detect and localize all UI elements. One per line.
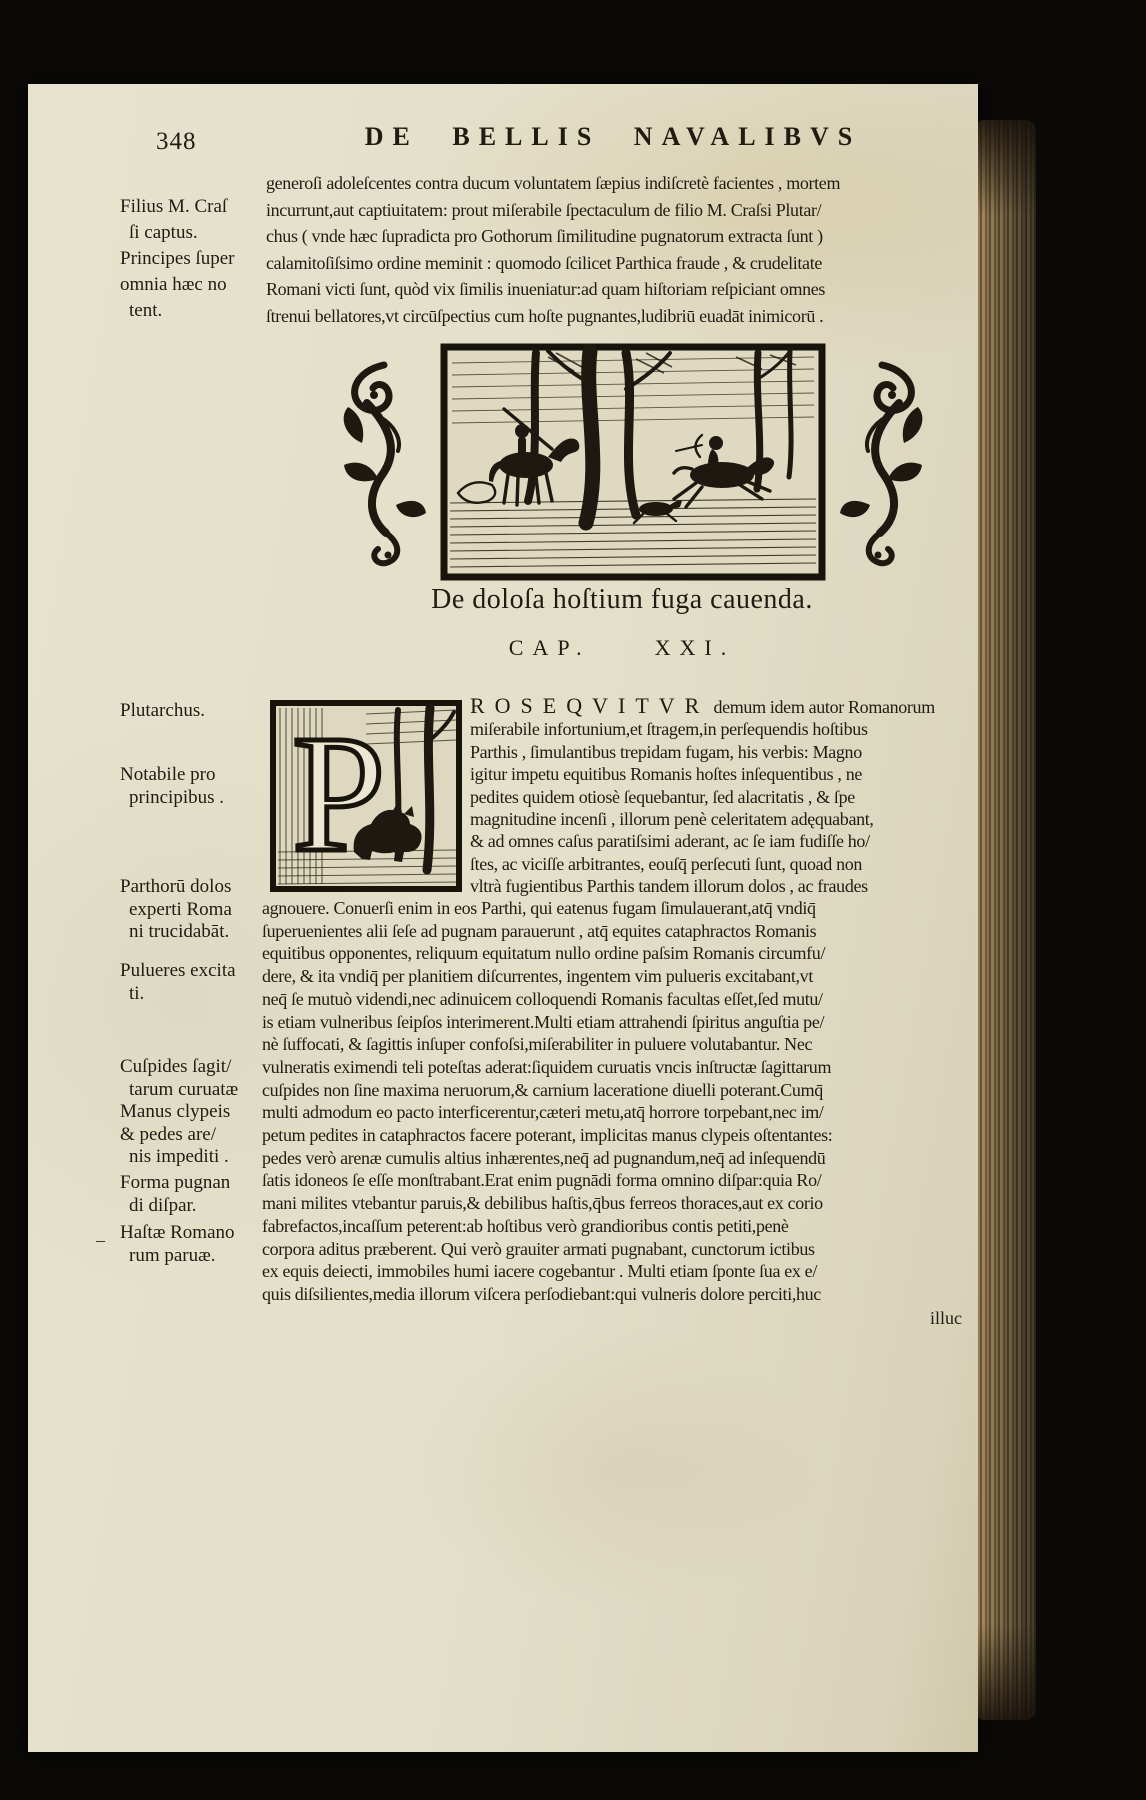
margin-note-notabile <box>120 764 270 809</box>
drop-cap-letter: P <box>292 701 386 887</box>
body-paragraph-full <box>262 897 1002 1306</box>
text-line: pedites quidem otiosè ſequebantur, ſed alacritatis , & ſpe <box>470 786 855 807</box>
margin-note-line: Notabile pro <box>120 764 216 785</box>
margin-note-line: Manus clypeis <box>120 1101 231 1122</box>
margin-note-line: experti Roma <box>129 898 232 920</box>
margin-note-filius-captus <box>120 194 266 324</box>
text-line: ſtes, ac viciſſe arbitrantes, eouſq̄ perſecuti ſunt, quoad non <box>470 853 863 874</box>
text-line: petum pedites in cataphractos facere poterant, implicitas manus clypeis oſtentantes: <box>262 1125 833 1146</box>
cap-label: CAP. <box>508 635 591 660</box>
margin-note-plutarchus <box>120 700 270 723</box>
text-line: fabrefactos,incaſſum peterent:ab hoſtibus verò grandioribus contis petiti,penè <box>262 1215 789 1236</box>
margin-note-line: Parthorū dolos <box>120 876 232 897</box>
text-line: neq̄ ſe mutuò videndi,nec adinuicem colloquendi Romanis facultas eſſet,ſed mutu/ <box>262 988 823 1009</box>
margin-note-line: principibus . <box>129 786 224 808</box>
text-line <box>470 695 1005 718</box>
margin-note-hastae-romanorum <box>120 1222 270 1267</box>
margin-note-line: Cuſpides ſagit/ <box>120 1056 232 1077</box>
running-title: DE BELLIS NAVALIBVS <box>364 122 862 151</box>
text-line: multi admodum eo pacto interficerentur,cæteri metu,atq̄ horrore torpebant,nec im/ <box>262 1102 824 1123</box>
opening-word-caps: ROSEQVITVR <box>470 693 710 718</box>
margin-note-line: tent. <box>129 300 163 321</box>
chapter-number-row <box>266 635 978 661</box>
text-line: mani milites vtebantur paruis,& debilibus haſtis,q̄bus ferreos thoraces,aut ex corio <box>262 1193 823 1214</box>
book-fore-edge <box>978 120 1036 1720</box>
margin-note-line: ni trucidabāt. <box>129 921 230 942</box>
floral-scroll-ornament-right <box>836 355 930 569</box>
margin-note-line: Forma pugnan <box>120 1172 231 1193</box>
text-line: miſerabile infortunium,et ſtragem,in perſequendis hoſtibus <box>470 719 868 740</box>
floral-scroll-ornament-left <box>336 355 430 569</box>
text-line: magnitudine incenſi , illorum penè celeritatem adęquabant, <box>470 809 874 830</box>
margin-note-line: Principes ſuper <box>120 248 235 269</box>
text-line: vulneratis eximendi teli poteſtas aderat:ſiquidem curuatis vncis inſtructæ ſagittarum <box>262 1056 832 1077</box>
margin-note-line: Plutarchus. <box>120 700 205 721</box>
margin-note-line: nis impediti . <box>129 1146 229 1167</box>
opening-rest: demum idem autor Romanorum <box>709 697 935 717</box>
text-line: Romani victi ſunt, quòd vix ſimilis inueniatur:ad quam hiſtoriam reſpiciant omnes <box>266 279 826 300</box>
woodcut-block <box>326 342 940 582</box>
text-line: incurrunt,aut captiuitatem: prout miſerabile ſpectaculum de filio M. Craſsi Plutar/ <box>266 199 822 220</box>
catchword: illuc <box>930 1308 962 1328</box>
text-line: & ad omnes caſus paratiſsimi aderant, ac ſe iam fudiſſe ho/ <box>470 831 870 852</box>
text-line: ſatis idoneos ſe eſſe monſtrabant.Erat enim pugnādi forma omnino diſpar:quia Ro/ <box>262 1170 822 1191</box>
margin-note-line: omnia hæc no <box>120 274 227 295</box>
intro-paragraph <box>266 170 978 330</box>
body-paragraph-indented <box>470 695 1005 898</box>
cap-number: XXI. <box>654 635 736 660</box>
text-line: equitibus opponentes, reliquum equitatum nullo ordine paſsim Romanis circumfu/ <box>262 943 826 964</box>
chapter-title: De doloſa hoſtium fuga cauenda. <box>431 584 813 615</box>
drop-cap-initial-P <box>270 700 462 892</box>
margin-note-line: ſi captus. <box>129 222 198 243</box>
margin-note-line: rum paruæ. <box>129 1244 216 1266</box>
text-line: Parthis , ſimulantibus trepidam fugam, his verbis: Magno <box>470 741 862 762</box>
text-line: quis diſsilientes,media illorum viſcera perſodiebant:qui vulneris dolore perciti,huc <box>262 1283 821 1304</box>
margin-note-line: Pulueres excita <box>120 960 236 981</box>
text-line: agnouere. Conuerſi enim in eos Parthi, qui eatenus fugam ſimulauerant,atq̄ vndiq̄ <box>262 898 816 918</box>
text-line: calamitoſiſsimo ordine meminit : quomodo ſcilicet Parthica fraude , & crudelitate <box>266 252 822 273</box>
margin-note-line: di diſpar. <box>129 1194 197 1216</box>
text-line: is etiam vulneribus ſeipſos interimerent.Multi etiam attrahendi ſpiritus anguſtia pe/ <box>262 1011 825 1032</box>
margin-note-pulueres <box>120 960 270 1005</box>
margin-note-line: tarum curuatæ <box>129 1078 239 1100</box>
text-line: pedes verò arenæ cumulis altius inhærentes,neq̄ ad pugnandum,neq̄ ad inſequendū <box>262 1147 826 1168</box>
text-line: corpora aditus præberent. Qui verò grauiter armati pugnabant, cunctorum ictibus <box>262 1238 815 1259</box>
text-line: nè ſuffocati, & ſagittis inſuper confoſsi,miſerabiliter in puluere volutabantur. Nec <box>262 1034 813 1055</box>
handwritten-dash-mark: ‒ <box>96 1230 105 1250</box>
text-line: generoſi adoleſcentes contra ducum voluntatem ſæpius indiſcretè facientes , mortem <box>266 173 841 193</box>
text-line: dere, & ita vndiq̄ per planitiem diſcurrentes, ingentem vim pulueris excitabant,vt <box>262 966 813 987</box>
margin-note-line: Filius M. Craſ <box>120 196 228 217</box>
margin-note-line: & pedes are/ <box>120 1123 217 1145</box>
margin-note-line: ti. <box>129 982 145 1004</box>
text-line: vltrà fugientibus Parthis tandem illorum dolos , ac fraudes <box>470 876 868 897</box>
text-line: chus ( vnde hæc ſupradicta pro Gothorum ſimilitudine pugnatorum extracta ſunt ) <box>266 226 823 247</box>
margin-note-parthorum-dolos <box>120 876 270 944</box>
book-page <box>28 84 978 1752</box>
page-number: 348 <box>156 128 197 155</box>
text-line: ſuperuenientes alii ſeſe ad pugnam parauerunt , atq̄ equites cataphractos Romanis <box>262 920 817 941</box>
margin-note-line: Haſtæ Romano <box>120 1222 235 1243</box>
woodcut-illustration <box>440 343 826 581</box>
margin-note-cuspides <box>120 1056 270 1169</box>
text-line: ſtrenui bellatores,vt circūſpectius cum hoſte pugnantes,ludibriū euadāt inimicorū . <box>266 305 824 326</box>
margin-note-forma-pugnandi <box>120 1172 270 1217</box>
text-line: igitur impetu equitibus Romanis hoſtes inſequentibus , ne <box>470 764 863 785</box>
text-line: cuſpides non ſine maxima neruorum,& carnium laceratione diuelli poterant.Cumq̄ <box>262 1079 823 1100</box>
text-line: ex equis deiecti, immobiles humi iacere cogebantur . Multi etiam ſponte ſua ex e/ <box>262 1261 817 1282</box>
